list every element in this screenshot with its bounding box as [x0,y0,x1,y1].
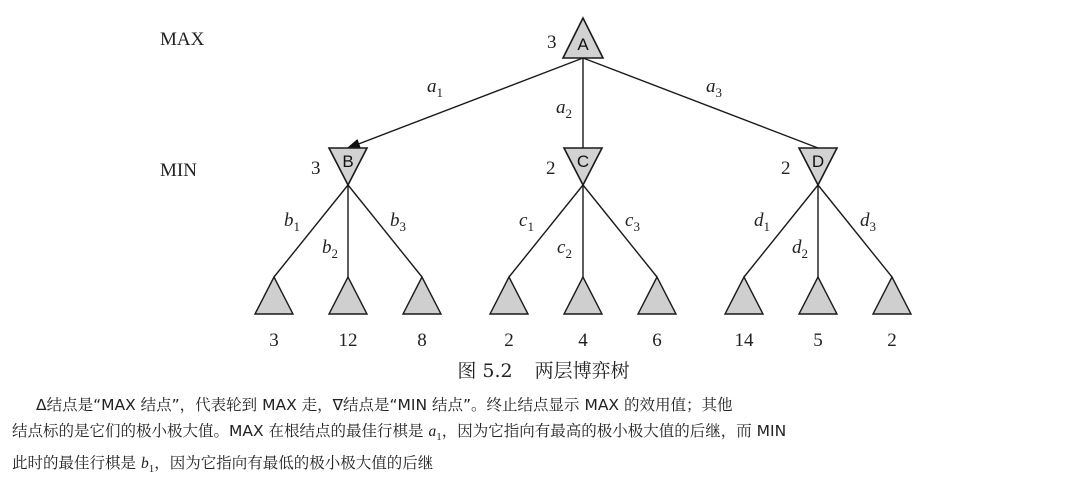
leaf-utility-value: 2 [887,330,897,351]
min-node-value: 2 [781,158,791,179]
best-move-root-sub: 1 [436,431,442,444]
figure-caption [0,356,1087,383]
edge-d1 [744,185,818,277]
min-node-value: 2 [546,158,556,179]
figure-title: 两层博弈树 [534,360,630,382]
leaf-node [403,277,441,314]
best-move-min [140,455,155,476]
leaf-node [725,277,763,314]
edge-label-d1: $d_1$ [754,210,770,234]
figure-description [12,392,1076,482]
description-line-1: Δ结点是“MAX 结点”，代表轮到 MAX 走，∇结点是“MIN 结点”。终止结点显示 MAX 的效用值；其他 [36,396,733,414]
edge-c3 [583,185,657,277]
max-level-label: MAX [160,29,205,50]
leaf-utility-value: 14 [734,330,754,351]
leaf-node [873,277,911,314]
leaf-utility-value: 3 [269,330,279,351]
description-line-3 [12,450,1076,482]
best-move-root [428,423,442,444]
leaf-node [799,277,837,314]
description-line-2-text: 结点标的是它们的极小极大值。MAX 在根结点的最佳行棋是 [12,422,429,440]
edge-c1 [509,185,583,277]
leaf-node [329,277,367,314]
edge-label-b2: $b_2$ [322,237,338,261]
description-line-2-tail: ，因为它指向有最高的极小极大值的后继，而 MIN [441,422,787,440]
description-line-3-text: 此时的最佳行棋是 [12,454,141,473]
leaf-utility-value: 4 [578,330,588,351]
best-move-root-letter: a [428,423,437,440]
leaf-node [490,277,528,314]
figure-number: 图 5.2 [457,360,513,382]
min-node-letter: B [342,152,354,171]
min-node-letter: C [576,152,590,171]
min-level-label: MIN [160,160,197,181]
best-move-min-sub: 1 [148,463,155,476]
edge-label-a2: $a_2$ [556,97,572,121]
leaf-node [255,277,293,314]
edge-label-b1: $b_1$ [284,210,300,234]
edge-label-c2: $c_2$ [557,237,572,261]
best-move-min-letter: b [140,455,149,473]
edge-a3 [583,58,818,148]
root-node-letter: A [577,35,589,54]
edge-label-d3: $d_3$ [860,210,876,234]
edge-label-c1: $c_1$ [519,210,534,234]
description-line-3-tail: ，因为它指向有最低的极小极大值的后继 [154,454,434,473]
edge-b1 [274,185,348,277]
edge-a1 [348,58,583,148]
description-line-2 [12,418,1076,450]
leaf-utility-value: 5 [813,330,823,351]
leaf-utility-value: 6 [652,330,662,351]
edge-label-c3: $c_3$ [625,210,640,234]
edge-label-b3: $b_3$ [390,210,406,234]
leaf-utility-value: 2 [504,330,514,351]
leaf-node [564,277,602,314]
min-node-value: 3 [311,158,321,179]
edge-d3 [818,185,892,277]
edge-label-a3: $a_3$ [706,76,722,100]
edge-label-a1: $a_1$ [427,76,443,100]
edge-b3 [348,185,422,277]
leaf-node [638,277,676,314]
min-node-letter: D [811,152,825,171]
edge-label-d2: $d_2$ [792,237,808,261]
leaf-utility-value: 12 [338,330,358,351]
root-node-value: 3 [547,32,557,53]
leaf-utility-value: 8 [417,330,427,351]
